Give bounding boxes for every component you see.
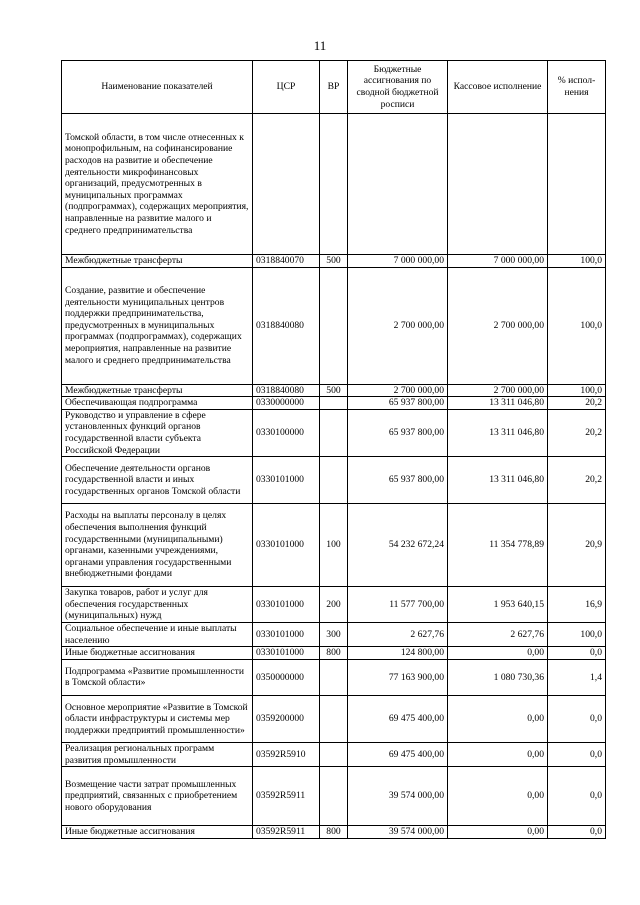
table-row xyxy=(62,397,606,410)
cell-percent: 100,0 xyxy=(548,623,606,647)
cell-vr xyxy=(320,409,348,456)
cell-vr xyxy=(320,767,348,826)
cell-name: Расходы на выплаты персоналу в целях обеспечения выполнения функций государственными (муниципальными) органами, казенными учреждениями, органами управления государственными внебюджетными фондами xyxy=(62,504,253,587)
cell-cash: 1 953 640,15 xyxy=(448,587,548,623)
cell-cash: 2 627,76 xyxy=(448,623,548,647)
cell-vr: 500 xyxy=(320,384,348,397)
cell-csr: 0350000000 xyxy=(253,659,320,695)
cell-name: Реализация региональных программ развития промышленности xyxy=(62,742,253,766)
cell-name: Руководство и управление в сфере установленных функций органов государственной власти субъекта Российской Федерации xyxy=(62,409,253,456)
cell-csr: 0330101000 xyxy=(253,504,320,587)
cell-cash: 0,00 xyxy=(448,767,548,826)
cell-cash: 13 311 046,80 xyxy=(448,457,548,504)
cell-cash: 2 700 000,00 xyxy=(448,384,548,397)
cell-percent: 16,9 xyxy=(548,587,606,623)
cell-vr: 200 xyxy=(320,587,348,623)
cell-percent: 20,2 xyxy=(548,397,606,410)
cell-name: Подпрограмма «Развитие промышленности в Томской области» xyxy=(62,659,253,695)
cell-name: Закупка товаров, работ и услуг для обеспечения государственных (муниципальных) нужд xyxy=(62,587,253,623)
cell-name: Основное мероприятие «Развитие в Томской области инфраструктуры и системы мер поддержки предприятий промышленности» xyxy=(62,695,253,742)
cell-vr: 800 xyxy=(320,826,348,839)
table-row xyxy=(62,659,606,695)
table-header-row xyxy=(62,61,606,114)
cell-allocations: 2 627,76 xyxy=(348,623,448,647)
cell-vr xyxy=(320,114,348,255)
table-row xyxy=(62,409,606,456)
cell-allocations: 39 574 000,00 xyxy=(348,826,448,839)
cell-name: Обеспечение деятельности органов государственной власти и иных государственных органов Томской области xyxy=(62,457,253,504)
cell-percent: 0,0 xyxy=(548,742,606,766)
cell-allocations: 7 000 000,00 xyxy=(348,255,448,268)
cell-csr: 0318840080 xyxy=(253,267,320,384)
cell-csr xyxy=(253,114,320,255)
cell-csr: 03592R5911 xyxy=(253,767,320,826)
cell-vr xyxy=(320,267,348,384)
cell-cash: 0,00 xyxy=(448,695,548,742)
cell-percent: 100,0 xyxy=(548,384,606,397)
table-row xyxy=(62,647,606,660)
cell-name: Иные бюджетные ассигнования xyxy=(62,826,253,839)
cell-csr: 0330101000 xyxy=(253,587,320,623)
cell-cash: 13 311 046,80 xyxy=(448,397,548,410)
cell-name: Обеспечивающая подпрограмма xyxy=(62,397,253,410)
cell-cash: 0,00 xyxy=(448,826,548,839)
cell-csr: 0330101000 xyxy=(253,647,320,660)
cell-vr: 100 xyxy=(320,504,348,587)
header-cash: Кассовое исполнение xyxy=(448,61,548,114)
cell-percent: 100,0 xyxy=(548,267,606,384)
table-row xyxy=(62,587,606,623)
cell-name: Социальное обеспечение и иные выплаты населению xyxy=(62,623,253,647)
cell-vr xyxy=(320,457,348,504)
cell-csr: 0359200000 xyxy=(253,695,320,742)
cell-percent: 0,0 xyxy=(548,826,606,839)
cell-allocations xyxy=(348,114,448,255)
table-row xyxy=(62,457,606,504)
cell-allocations: 11 577 700,00 xyxy=(348,587,448,623)
header-csr: ЦСР xyxy=(253,61,320,114)
cell-allocations: 124 800,00 xyxy=(348,647,448,660)
cell-name: Межбюджетные трансферты xyxy=(62,384,253,397)
cell-allocations: 2 700 000,00 xyxy=(348,384,448,397)
cell-name: Создание, развитие и обеспечение деятельности муниципальных центров поддержки предпринимательства, предусмотренных в муниципальных программах (подпрограммах), содержащих мероприятия, направленные на развитие малого и среднего предпринимательства xyxy=(62,267,253,384)
table-row xyxy=(62,384,606,397)
cell-cash: 11 354 778,89 xyxy=(448,504,548,587)
cell-cash: 7 000 000,00 xyxy=(448,255,548,268)
cell-vr xyxy=(320,742,348,766)
header-percent: % испол-нения xyxy=(548,61,606,114)
cell-cash xyxy=(448,114,548,255)
cell-vr: 500 xyxy=(320,255,348,268)
table-row xyxy=(62,742,606,766)
cell-name: Томской области, в том числе отнесенных к монопрофильным, на софинансирование расходов на развитие и обеспечение деятельности микрофинансовых организаций, предусмотренных в муниципальных программах (подпрограммах), содержащих мероприятия, направленные на развитие малого и среднего предпринимательства xyxy=(62,114,253,255)
table-row xyxy=(62,504,606,587)
cell-cash: 1 080 730,36 xyxy=(448,659,548,695)
cell-csr: 03592R5911 xyxy=(253,826,320,839)
cell-allocations: 65 937 800,00 xyxy=(348,397,448,410)
cell-allocations: 65 937 800,00 xyxy=(348,409,448,456)
cell-vr xyxy=(320,695,348,742)
header-allocations: Бюджетные ассигнования по сводной бюджетной росписи xyxy=(348,61,448,114)
table-row xyxy=(62,695,606,742)
cell-vr: 300 xyxy=(320,623,348,647)
cell-csr: 0318840080 xyxy=(253,384,320,397)
cell-csr: 0330000000 xyxy=(253,397,320,410)
cell-percent: 0,0 xyxy=(548,695,606,742)
cell-name: Возмещение части затрат промышленных предприятий, связанных с приобретением нового оборудования xyxy=(62,767,253,826)
table-row xyxy=(62,255,606,268)
cell-vr: 800 xyxy=(320,647,348,660)
cell-csr: 0318840070 xyxy=(253,255,320,268)
cell-vr xyxy=(320,397,348,410)
budget-table xyxy=(61,60,606,839)
cell-vr xyxy=(320,659,348,695)
cell-allocations: 65 937 800,00 xyxy=(348,457,448,504)
cell-percent: 20,2 xyxy=(548,409,606,456)
cell-cash: 0,00 xyxy=(448,742,548,766)
cell-allocations: 69 475 400,00 xyxy=(348,695,448,742)
cell-allocations: 54 232 672,24 xyxy=(348,504,448,587)
table-row xyxy=(62,623,606,647)
cell-allocations: 2 700 000,00 xyxy=(348,267,448,384)
header-name: Наименование показателей xyxy=(62,61,253,114)
table-row xyxy=(62,267,606,384)
cell-percent: 0,0 xyxy=(548,767,606,826)
header-vr: ВР xyxy=(320,61,348,114)
cell-cash: 0,00 xyxy=(448,647,548,660)
cell-percent: 20,2 xyxy=(548,457,606,504)
cell-allocations: 77 163 900,00 xyxy=(348,659,448,695)
cell-allocations: 69 475 400,00 xyxy=(348,742,448,766)
page-number: 11 xyxy=(313,38,327,53)
cell-csr: 0330100000 xyxy=(253,409,320,456)
cell-percent: 100,0 xyxy=(548,255,606,268)
table-row xyxy=(62,114,606,255)
cell-percent: 1,4 xyxy=(548,659,606,695)
cell-percent: 0,0 xyxy=(548,647,606,660)
cell-percent: 20,9 xyxy=(548,504,606,587)
cell-cash: 2 700 000,00 xyxy=(448,267,548,384)
cell-name: Иные бюджетные ассигнования xyxy=(62,647,253,660)
cell-name: Межбюджетные трансферты xyxy=(62,255,253,268)
cell-percent xyxy=(548,114,606,255)
cell-allocations: 39 574 000,00 xyxy=(348,767,448,826)
cell-csr: 03592R5910 xyxy=(253,742,320,766)
cell-cash: 13 311 046,80 xyxy=(448,409,548,456)
table-row xyxy=(62,767,606,826)
cell-csr: 0330101000 xyxy=(253,623,320,647)
table-row xyxy=(62,826,606,839)
cell-csr: 0330101000 xyxy=(253,457,320,504)
